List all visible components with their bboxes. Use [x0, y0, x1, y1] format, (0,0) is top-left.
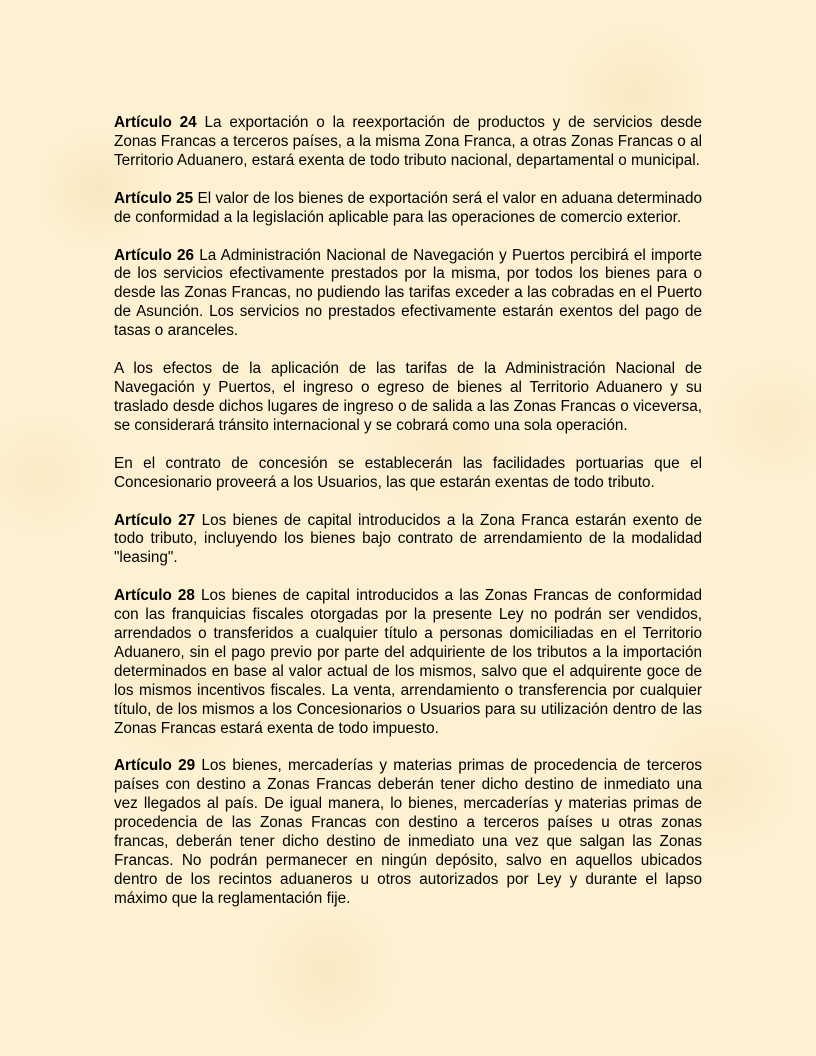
article-25-paragraph: [114, 190, 702, 228]
article-24-label: Artículo 24: [114, 114, 197, 131]
article-29-paragraph: [114, 757, 702, 908]
article-26-concession-paragraph: [114, 455, 702, 493]
article-28-text: Los bienes de capital introducidos a las Zonas Francas de conformidad con las franquicias fiscales otorgadas por la presente Ley no podrán ser vendidos, arrendados o transferidos a cualquier título a personas domiciliadas en el Territorio Aduanero, sin el pago previo por parte del adquiriente de los tributos a la importación determinados en base al valor actual de los mismos, salvo que el adquirente goce de los mismos incentivos fiscales. La venta, arrendamiento o transferencia por cualquier título, de los mismos a los Concesionarios o Usuarios para su utilización dentro de las Zonas Francas estará exenta de todo impuesto.: [114, 587, 703, 737]
article-25-text: El valor de los bienes de exportación será el valor en aduana determinado de conformidad a la legislación aplicable para las operaciones de comercio exterior.: [114, 189, 703, 226]
article-26-concession-text: En el contrato de concesión se establecerán las facilidades portuarias que el Concesionario proveerá a los Usuarios, las que estarán exentas de todo tributo.: [114, 454, 702, 491]
article-29-label: Artículo 29: [114, 757, 196, 775]
article-28-paragraph: [114, 587, 702, 738]
article-25-label: Artículo 25: [114, 189, 194, 207]
article-24-paragraph: [114, 114, 702, 171]
article-26-text: La Administración Nacional de Navegación y Puertos percibirá el importe de los servicios efectivamente prestados por la misma, por todos los bienes para o desde las Zonas Francas, no pudiendo las tarifas exceder a las cobradas en el Puerto de Asunción. Los servicios no prestados efectivamente estarán exentos del pago de tasas o aranceles.: [114, 246, 703, 340]
article-27-text: Los bienes de capital introducidos a la Zona Franca estarán exento de todo tributo, incluyendo los bienes bajo contrato de arrendamiento de la modalidad "leasing".: [114, 511, 702, 567]
document-page: [114, 114, 702, 928]
article-26-tariffs-paragraph: [114, 360, 702, 436]
article-28-label: Artículo 28: [114, 587, 195, 605]
article-26-label: Artículo 26: [114, 246, 195, 264]
article-24-text: La exportación o la reexportación de productos y de servicios desde Zonas Francas a terceros países, a la misma Zona Franca, a otras Zonas Francas o al Territorio Aduanero, estará exenta de todo tributo nacional, departamental o municipal.: [114, 114, 703, 169]
article-27-paragraph: [114, 512, 702, 569]
article-26-tariffs-text: A los efectos de la aplicación de las tarifas de la Administración Nacional de Navegación y Puertos, el ingreso o egreso de bienes al Territorio Aduanero y su traslado desde dichos lugares de ingreso o de salida a las Zonas Francas o viceversa, se considerará tránsito internacional y se cobrará como una sola operación.: [114, 360, 702, 434]
article-26-paragraph: [114, 247, 702, 342]
article-29-text: Los bienes, mercaderías y materias primas de procedencia de terceros países con destino a Zonas Francas deberán tener dicho destino de inmediato una vez llegados al país. De igual manera, lo bienes, mercaderías y materias primas de procedencia de las Zonas Francas con destino a terceros países u otras zonas francas, deberán tener dicho destino de inmediato una vez que salgan las Zonas Francas. No podrán permanecer en ningún depósito, salvo en aquellos ubicados dentro de los recintos aduaneros u otros autorizados por Ley y durante el lapso máximo que la reglamentación fije.: [114, 757, 702, 907]
article-27-label: Artículo 27: [114, 511, 196, 529]
